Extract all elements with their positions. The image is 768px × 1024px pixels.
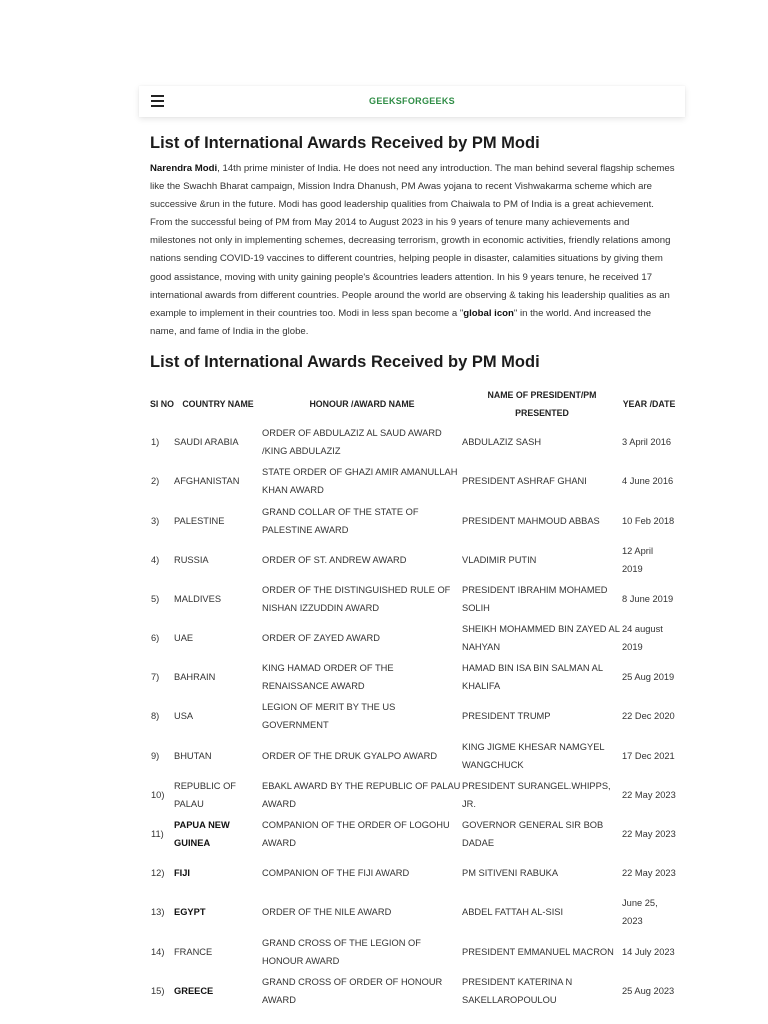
cell-award: COMPANION OF THE ORDER OF LOGOHU AWARD (262, 820, 450, 848)
cell-award: EBAKL AWARD BY THE REPUBLIC OF PALAU AWARD (262, 780, 461, 809)
awards-table (150, 385, 676, 1011)
cell-sno: 15) (151, 985, 165, 996)
header-sno: SI NO (150, 398, 174, 409)
cell-presenter: ABDEL FATTAH AL-SISI (462, 907, 564, 918)
cell-country: AFGHANISTAN (174, 476, 240, 487)
table-row (150, 932, 676, 971)
table-row (150, 618, 676, 657)
cell-sno: 9) (151, 750, 160, 761)
table-row (150, 814, 676, 853)
cell-date: 3 April 2016 (622, 437, 672, 448)
cell-presenter: PRESIDENT TRUMP (462, 711, 551, 722)
cell-country: MALDIVES (174, 593, 222, 604)
cell-date: 14 July 2023 (622, 946, 675, 957)
cell-date: 4 June 2016 (622, 476, 674, 487)
cell-country: BHUTAN (174, 750, 212, 761)
cell-sno: 1) (151, 437, 160, 448)
cell-date: 25 Aug 2023 (622, 985, 675, 996)
site-logo[interactable]: GEEKSFORGEEKS (369, 96, 455, 106)
cell-country: EGYPT (174, 907, 206, 918)
cell-date: 24 august 2019 (622, 624, 663, 653)
cell-sno: 2) (151, 476, 160, 487)
cell-sno: 13) (151, 907, 165, 918)
cell-award: GRAND CROSS OF THE LEGION OF HONOUR AWARD (262, 937, 421, 966)
intro-paragraph (150, 160, 676, 341)
cell-date: 22 May 2023 (622, 829, 676, 839)
cell-date: 10 Feb 2018 (622, 515, 675, 526)
cell-sno: 5) (151, 593, 160, 604)
table-row (150, 501, 676, 540)
table-row (150, 775, 676, 814)
cell-country: BAHRAIN (174, 672, 216, 683)
cell-award: ORDER OF THE DISTINGUISHED RULE OF NISHAN IZZUDDIN AWARD (262, 584, 451, 613)
cell-date: 22 Dec 2020 (622, 711, 675, 722)
cell-country: RUSSIA (174, 554, 209, 565)
cell-presenter: PRESIDENT ASHRAF GHANI (462, 476, 587, 487)
table-body (150, 423, 676, 1011)
table-row (150, 893, 676, 932)
cell-award: GRAND COLLAR OF THE STATE OF PALESTINE AWARD (262, 506, 419, 535)
intro-bold-icon: global icon (463, 307, 514, 319)
table-row (150, 462, 676, 501)
table-row (150, 423, 676, 462)
cell-presenter: HAMAD BIN ISA BIN SALMAN AL KHALIFA (462, 663, 603, 692)
table-row (150, 540, 676, 579)
article-title: List of International Awards Received by PM Modi (150, 134, 540, 152)
cell-country: PAPUA NEW GUINEA (174, 820, 230, 848)
table-header-row (150, 385, 676, 423)
cell-award: KING HAMAD ORDER OF THE RENAISSANCE AWARD (262, 663, 394, 692)
header-presenter: NAME OF PRESIDENT/PM PRESENTED (487, 389, 597, 418)
cell-sno: 3) (151, 515, 160, 526)
cell-award: COMPANION OF THE FIJI AWARD (262, 868, 410, 879)
cell-sno: 10) (151, 789, 165, 800)
table-row (150, 697, 676, 736)
cell-country: GREECE (174, 985, 214, 996)
cell-date: June 25, 2023 (622, 898, 658, 927)
cell-date: 25 Aug 2019 (622, 672, 675, 683)
cell-sno: 6) (151, 633, 160, 644)
cell-presenter: PRESIDENT IBRAHIM MOHAMED SOLIH (462, 584, 608, 613)
article-content (150, 132, 676, 1010)
top-navbar (139, 86, 685, 117)
header-country: COUNTRY NAME (182, 398, 254, 409)
cell-sno: 7) (151, 672, 160, 683)
table-row (150, 736, 676, 775)
cell-sno: 4) (151, 554, 160, 565)
cell-country: SAUDI ARABIA (174, 437, 239, 448)
table-row (150, 971, 676, 1010)
cell-presenter: PRESIDENT SURANGEL.WHIPPS, JR. (462, 780, 611, 809)
cell-presenter: PRESIDENT MAHMOUD ABBAS (462, 515, 600, 526)
cell-award: GRAND CROSS OF ORDER OF HONOUR AWARD (262, 976, 443, 1005)
cell-presenter: SHEIKH MOHAMMED BIN ZAYED AL NAHYAN (462, 624, 620, 653)
cell-award: LEGION OF MERIT BY THE US GOVERNMENT (262, 702, 396, 731)
cell-award: ORDER OF ZAYED AWARD (262, 633, 380, 644)
table-row (150, 854, 676, 893)
cell-date: 12 April 2019 (622, 545, 654, 574)
cell-award: ORDER OF ABDULAZIZ AL SAUD AWARD /KING ABDULAZIZ (262, 428, 442, 457)
cell-date: 22 May 2023 (622, 868, 676, 879)
intro-text-2: " in the world. And increased the name, and fame of India in the globe. (150, 307, 652, 337)
cell-country: UAE (174, 633, 194, 644)
intro-text-1: , 14th prime minister of India. He does not need any introduction. The man behind several flagship schemes like the Swachh Bharat campaign, Mission Indra Dhanush, PM Awas yojana to recent Vishwakarma scheme which are successive &run in the future. Modi has good leadership qualities from Chaiwala to PM of India is a great achievement. From the successful being of PM from May 2014 to August 2023 in his 9 years of tenure many achievements and milestones not only in implementing schemes, decreasing terrorism, growth in economic activities, friendly relations among nations sending COVID-19 vaccines to different countries, helping people in disaster, calamities situations by giving them good assistance, moving with unity gaining people's &countries leaders attention. In his 9 years tenure, he received 17 international awards from different countries. People around the world are observing & taking his leadership qualities as an example to implement in their countries too. Modi in less span become a " (150, 163, 675, 319)
cell-country: REPUBLIC OF PALAU (174, 780, 236, 809)
header-award: HONOUR /AWARD NAME (309, 398, 415, 409)
cell-presenter: GOVERNOR GENERAL SIR BOB DADAE (462, 820, 604, 848)
cell-presenter: PRESIDENT EMMANUEL MACRON (462, 946, 614, 957)
cell-country: FRANCE (174, 946, 213, 957)
cell-date: 8 June 2019 (622, 593, 674, 604)
section-heading: List of International Awards Received by PM Modi (150, 352, 540, 371)
cell-date: 17 Dec 2021 (622, 750, 675, 761)
cell-presenter: VLADIMIR PUTIN (462, 554, 537, 565)
cell-presenter: KING JIGME KHESAR NAMGYEL WANGCHUCK (462, 741, 605, 770)
cell-presenter: ABDULAZIZ SASH (462, 437, 542, 448)
cell-presenter: PRESIDENT KATERINA N SAKELLAROPOULOU (462, 976, 573, 1005)
cell-date: 22 May 2023 (622, 789, 676, 800)
intro-bold-name: Narendra Modi (150, 163, 218, 174)
cell-country: USA (174, 711, 194, 722)
table-row (150, 579, 676, 618)
header-year: YEAR /DATE (622, 398, 676, 409)
cell-sno: 8) (151, 711, 160, 722)
cell-sno: 12) (151, 868, 165, 879)
cell-award: ORDER OF THE DRUK GYALPO AWARD (262, 750, 438, 761)
cell-country: FIJI (174, 868, 191, 879)
cell-award: STATE ORDER OF GHAZI AMIR AMANULLAH KHAN AWARD (262, 467, 458, 496)
cell-sno: 14) (151, 946, 165, 957)
cell-presenter: PM SITIVENI RABUKA (462, 868, 559, 879)
cell-country: PALESTINE (174, 515, 225, 526)
table-row (150, 658, 676, 697)
cell-award: ORDER OF THE NILE AWARD (262, 907, 392, 918)
cell-award: ORDER OF ST. ANDREW AWARD (262, 554, 407, 565)
cell-sno: 11) (151, 829, 164, 839)
